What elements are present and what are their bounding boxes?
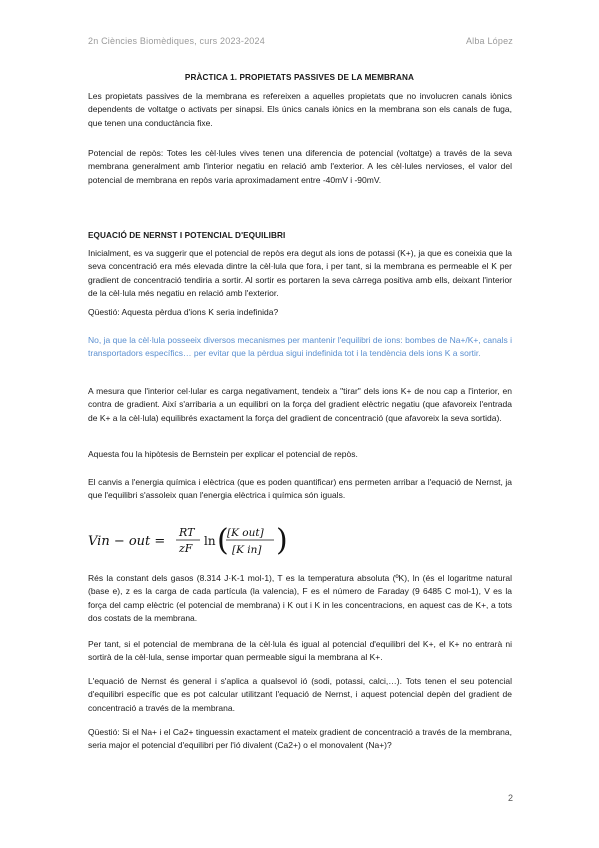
nernst-equation <box>86 520 316 562</box>
answer-1: No, ja que la cèl·lula posseeix diversos mecanismes per mantenir l'equilibri de ions: bombes de Na+/K+, canals i transportadors específics… per evitar que la pèrdua sigui indefinida tot i la tendència dels ions K a sortir. <box>88 335 512 359</box>
equation-bottom: [K in] <box>232 544 262 556</box>
question-1: Qüestió: Aquesta pèrdua d'ions K seria indefinida? <box>88 307 279 317</box>
intro-paragraph-passive: Les propietats passives de la membrana es refereixen a aquelles propietats que no involucren canals iònics dependents de voltatge o activats per sinapsi. Els únics canals iònics en la membrana son els canals de fuga, que tenen una conductància fixe. <box>88 91 512 128</box>
paragraph-bernstein: Aquesta fou la hipòtesis de Bernstein per explicar el potencial de repòs. <box>88 449 358 459</box>
paragraph-energy: El canvis a l'energia química i elèctrica (que es poden quantificar) ens permeten arribar a l'equació de Nernst, ja que l'equilibri s'assoleix quan l'energia elèctrica i química són iguals. <box>88 477 512 501</box>
equation-ln: ln <box>204 534 216 548</box>
equation-top: [K out] <box>227 527 264 539</box>
document-title: PRÀCTICA 1. PROPIETATS PASSIVES DE LA MEMBRANA <box>184 73 415 82</box>
section-heading: EQUACIÓ DE NERNST I POTENCIAL D'EQUILIBRI <box>88 231 286 240</box>
paragraph-gradient: A mesura que l'interior cel·lular es carga negativament, tendeix a "tirar" dels ions K+ de nou cap a l'interior, en contra de gradient. Així s'arribaria a un equilibri on la força del gradient elèctric negatiu (que afavoreix l'entrada de K+ a la cèl·lula) equilibrés exactament la força del gradient de concentració (que afavoreix la seva sortida). <box>88 386 512 423</box>
question-2: Qüestió: Si el Na+ i el Ca2+ tinguessin exactament el mateix gradient de concentració a través de la membrana, seria major el potencial d'equilibri per l'ió divalent (Ca2+) o el monovalent (Na+)? <box>88 727 512 751</box>
paragraph-variables: Rés la constant dels gasos (8.314 J·K-1 mol-1), T es la temperatura absoluta (ºK), ln (és el logaritme natural (base e), z es la carga de cada partícula (la valencia), F es el número de Faraday (9 6485 C mol-1), V es la força del camp elèctric (el potencial de membrana) i K out i K in les concentracions, en aquest cas de K+, a tots dos costats de la membrana. <box>88 573 512 624</box>
header-author: Alba López <box>465 36 513 46</box>
intro-paragraph-resting: Potencial de repòs: Totes les cèl·lules vives tenen una diferencia de potencial (voltatge) a través de la seva membrana generalment amb l'interior negatiu en relació amb l'exterior. A les cèl·lules nervioses, el valor del potencial de membrana en repòs varia aproximadament entre -40mV i -90mV. <box>88 148 512 185</box>
equation-lhs: Vin − out = <box>88 534 166 549</box>
page-number: 2 <box>507 793 513 803</box>
header-course: 2n Ciències Biomèdiques, curs 2023-2024 <box>88 36 265 46</box>
paragraph-initial: Inicialment, es va suggerir que el potencial de repòs era degut als ions de potassi (K+), ja que es coneixia que la seva concentració era més elevada dintre la cèl·lula que fora, i per tant, si la membrana es permeable el K per gradient de concentració tendiria a sortir. Al sortir es portaren la seva càrrega positiva amb ells, deixant l'interior de la cèl·lula més negatiu en relació amb l'exterior. <box>88 248 512 299</box>
svg-text:(: ( <box>217 523 229 558</box>
equation-denominator: zF <box>179 542 193 555</box>
equation-numerator: RT <box>179 526 195 539</box>
paragraph-general: L'equació de Nernst és general i s'aplica a qualsevol ió (sodi, potassi, calci,…). Tots tenen el seu potencial d'equilibri específic que es pot calcular utilitzant l'equació de Nernst, i aquest potencial depèn del gradient de concentració a través de la membrana. <box>88 676 512 713</box>
svg-text:): ) <box>276 523 288 558</box>
paragraph-equilibrium: Per tant, si el potencial de membrana de la cèl·lula és igual al potencial d'equilibri del K+, el K+ no entrarà ni sortirà de la cèl·lula, sense importar quan permeable sigui la membrana al K+. <box>88 639 512 663</box>
